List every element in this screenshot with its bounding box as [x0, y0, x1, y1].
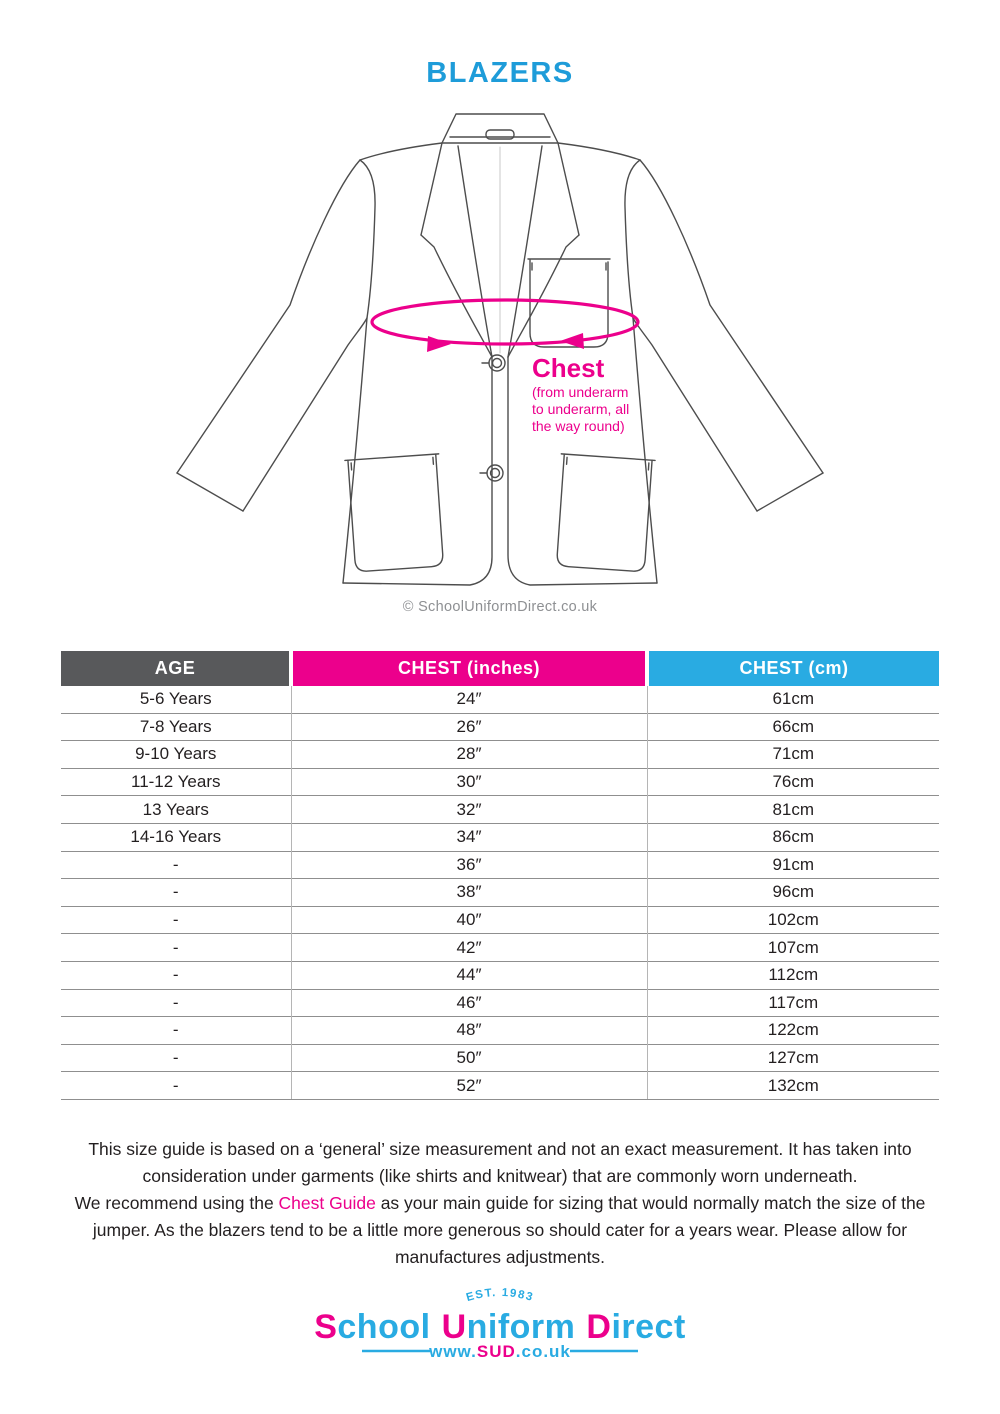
chest-sub-line1: (from underarm	[532, 384, 629, 400]
table-row	[61, 934, 939, 962]
notes-paragraph-1: This size guide is based on a ‘general’ size measurement and not an exact measurement. It has taken into consideration under garments (like shirts and knitwear) that are commonly worn underneath.	[88, 1139, 912, 1186]
age-cell: -	[61, 851, 291, 879]
size-table	[61, 651, 939, 1100]
notes-para2-after: as your main guide for sizing that would normally match the size of the jumper. As the blazers tend to be a little more generous so should cater for a years wear. Please allow for manufactures adjustments.	[92, 1193, 926, 1267]
chest-inches-cell: 44″	[291, 961, 647, 989]
table-row	[61, 989, 939, 1017]
age-cell: -	[61, 1017, 291, 1045]
chest-cm-cell: 102cm	[647, 906, 939, 934]
svg-text:EST. 1983	[465, 1287, 535, 1304]
age-cell: -	[61, 961, 291, 989]
table-row	[61, 823, 939, 851]
table-row	[61, 1072, 939, 1100]
age-cell: 9-10 Years	[61, 741, 291, 769]
chest-inches-cell: 24″	[291, 686, 647, 713]
blazer-left-pocket	[345, 454, 447, 572]
chest-cm-cell: 71cm	[647, 741, 939, 769]
chest-inches-cell: 32″	[291, 796, 647, 824]
chest-inches-cell: 34″	[291, 823, 647, 851]
table-row	[61, 686, 939, 713]
header-chest-cm: CHEST (cm)	[647, 651, 939, 686]
chest-sub-line2: to underarm, all	[532, 401, 630, 417]
chest-inches-cell: 50″	[291, 1044, 647, 1072]
chest-inches-cell: 30″	[291, 768, 647, 796]
chest-cm-cell: 127cm	[647, 1044, 939, 1072]
chest-cm-cell: 76cm	[647, 768, 939, 796]
blazer-diagram	[170, 105, 830, 605]
table-row	[61, 879, 939, 907]
table-header-row	[61, 651, 939, 686]
blazer-body	[343, 143, 657, 585]
copyright-line: © SchoolUniformDirect.co.uk	[402, 599, 598, 615]
chest-label: Chest	[532, 353, 605, 383]
chest-inches-cell: 52″	[291, 1072, 647, 1100]
brand-logo	[264, 1278, 736, 1373]
chest-inches-cell: 46″	[291, 989, 647, 1017]
chest-cm-cell: 61cm	[647, 686, 939, 713]
header-age: AGE	[61, 651, 291, 686]
chest-inches-cell: 38″	[291, 879, 647, 907]
logo-est-text: EST. 1983	[464, 1286, 536, 1305]
age-cell: 7-8 Years	[61, 713, 291, 741]
chest-cm-cell: 112cm	[647, 961, 939, 989]
chest-cm-cell: 66cm	[647, 713, 939, 741]
chest-cm-cell: 122cm	[647, 1017, 939, 1045]
table-row	[61, 851, 939, 879]
logo-wordmark: School Uniform Direct	[314, 1308, 686, 1346]
logo-url: www.SUD.co.uk	[429, 1342, 571, 1361]
chest-inches-cell: 28″	[291, 741, 647, 769]
size-guide-notes	[45, 1136, 955, 1271]
chest-cm-cell: 91cm	[647, 851, 939, 879]
chest-inches-cell: 42″	[291, 934, 647, 962]
table-row	[61, 1017, 939, 1045]
table-row	[61, 1044, 939, 1072]
age-cell: -	[61, 1044, 291, 1072]
age-cell: 11-12 Years	[61, 768, 291, 796]
age-cell: -	[61, 934, 291, 962]
age-cell: -	[61, 1072, 291, 1100]
chest-cm-cell: 132cm	[647, 1072, 939, 1100]
table-row	[61, 741, 939, 769]
chest-inches-cell: 48″	[291, 1017, 647, 1045]
chest-inches-cell: 40″	[291, 906, 647, 934]
chest-inches-cell: 26″	[291, 713, 647, 741]
chest-cm-cell: 86cm	[647, 823, 939, 851]
blazer-right-pocket	[553, 454, 655, 572]
chest-cm-cell: 117cm	[647, 989, 939, 1017]
notes-paragraph-2	[45, 1190, 955, 1271]
table-row	[61, 796, 939, 824]
table-row	[61, 906, 939, 934]
chest-cm-cell: 81cm	[647, 796, 939, 824]
age-cell: -	[61, 989, 291, 1017]
age-cell: -	[61, 879, 291, 907]
chest-cm-cell: 107cm	[647, 934, 939, 962]
age-cell: 13 Years	[61, 796, 291, 824]
table-row	[61, 961, 939, 989]
age-cell: 14-16 Years	[61, 823, 291, 851]
chest-inches-cell: 36″	[291, 851, 647, 879]
age-cell: -	[61, 906, 291, 934]
table-row	[61, 713, 939, 741]
chest-measure-ellipse	[372, 300, 638, 352]
chest-annotation	[532, 353, 629, 434]
chest-guide-link[interactable]: Chest Guide	[278, 1193, 376, 1213]
chest-cm-cell: 96cm	[647, 879, 939, 907]
chest-sub-line3: the way round)	[532, 418, 625, 434]
notes-para2-before: We recommend using the	[74, 1193, 279, 1213]
table-row	[61, 768, 939, 796]
header-chest-inches: CHEST (inches)	[291, 651, 647, 686]
size-table-body	[61, 686, 939, 1099]
age-cell: 5-6 Years	[139, 689, 212, 709]
page-title: BLAZERS	[426, 57, 574, 89]
